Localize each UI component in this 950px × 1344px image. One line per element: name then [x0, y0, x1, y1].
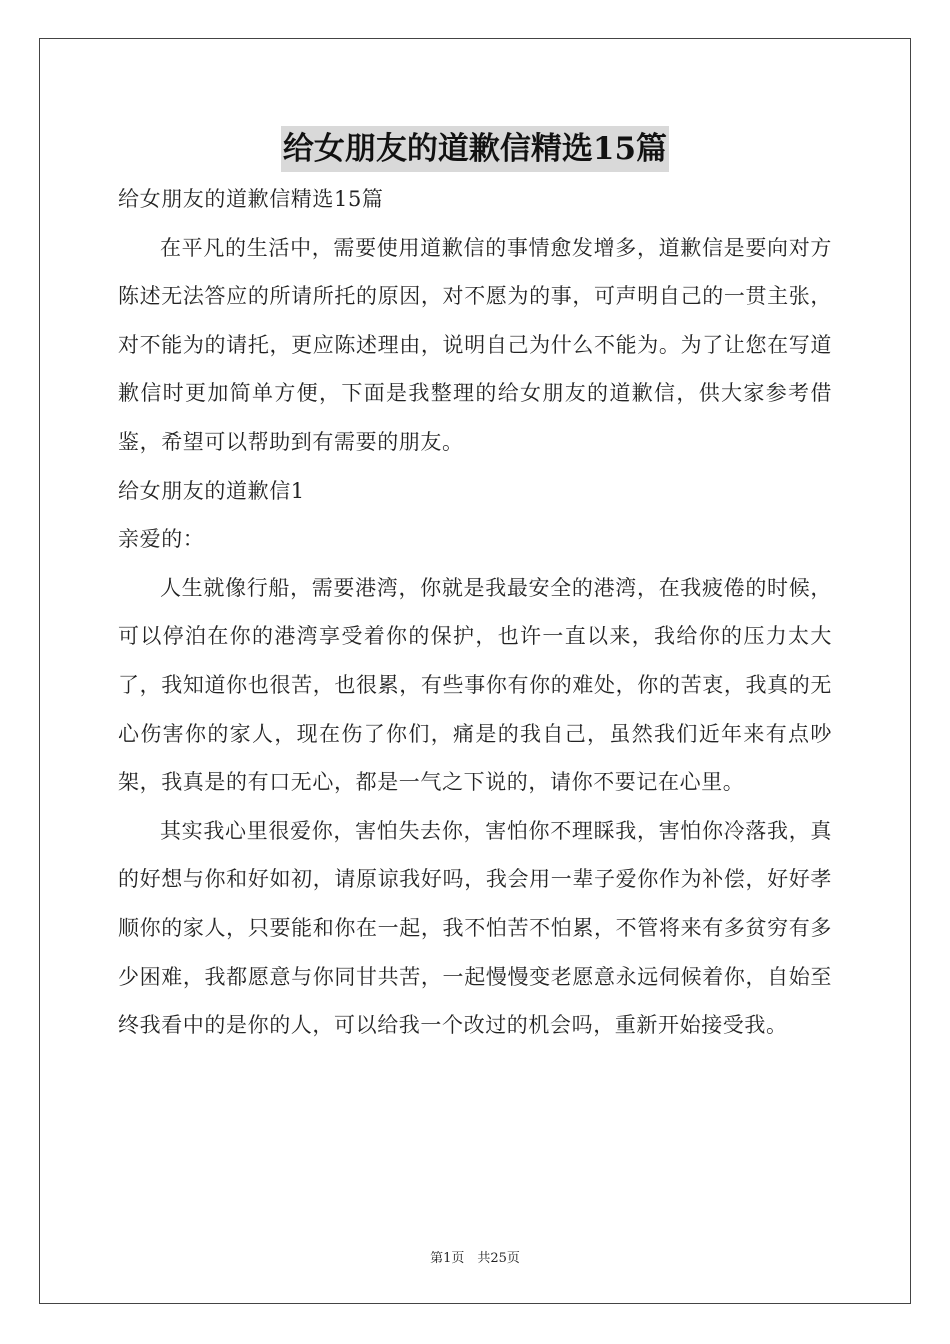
document-title: 给女朋友的道歉信精选15篇	[281, 126, 669, 172]
document-body	[118, 175, 832, 1050]
intro-paragraph: 在平凡的生活中，需要使用道歉信的事情愈发增多，道歉信是要向对方陈述无法答应的所请所托的原因，对不愿为的事，可声明自己的一贯主张，对不能为的请托，更应陈述理由，说明自己为什么不能为。为了让您在写道歉信时更加简单方便，下面是我整理的给女朋友的道歉信，供大家参考借鉴，希望可以帮助到有需要的朋友。	[118, 235, 832, 454]
page-footer: 第1页 共25页	[430, 1251, 520, 1266]
subtitle-line: 给女朋友的道歉信精选15篇	[118, 187, 384, 211]
section-heading: 给女朋友的道歉信1	[118, 478, 305, 503]
letter-paragraph-2: 其实我心里很爱你，害怕失去你，害怕你不理睬我，害怕你冷落我，真的好想与你和好如初，请原谅我好吗，我会用一辈子爱你作为补偿，好好孝顺你的家人，只要能和你在一起，我不怕苦不怕累，不管将来有多贫穷有多少困难，我都愿意与你同甘共苦，一起慢慢变老愿意永远伺候着你，自始至终我看中的是你的人，可以给我一个改过的机会吗，重新开始接受我。	[118, 818, 832, 1038]
title-container	[0, 126, 950, 172]
salutation: 亲爱的：	[118, 527, 205, 552]
letter-paragraph-1: 人生就像行船，需要港湾，你就是我最安全的港湾，在我疲倦的时候，可以停泊在你的港湾享受着你的保护，也许一直以来，我给你的压力太大了，我知道你也很苦，也很累，有些事你有你的难处，你的苦衷，我真的无心伤害你的家人，现在伤了你们，痛是的我自己，虽然我们近年来有点吵架，我真是的有口无心，都是一气之下说的，请你不要记在心里。	[118, 575, 832, 795]
